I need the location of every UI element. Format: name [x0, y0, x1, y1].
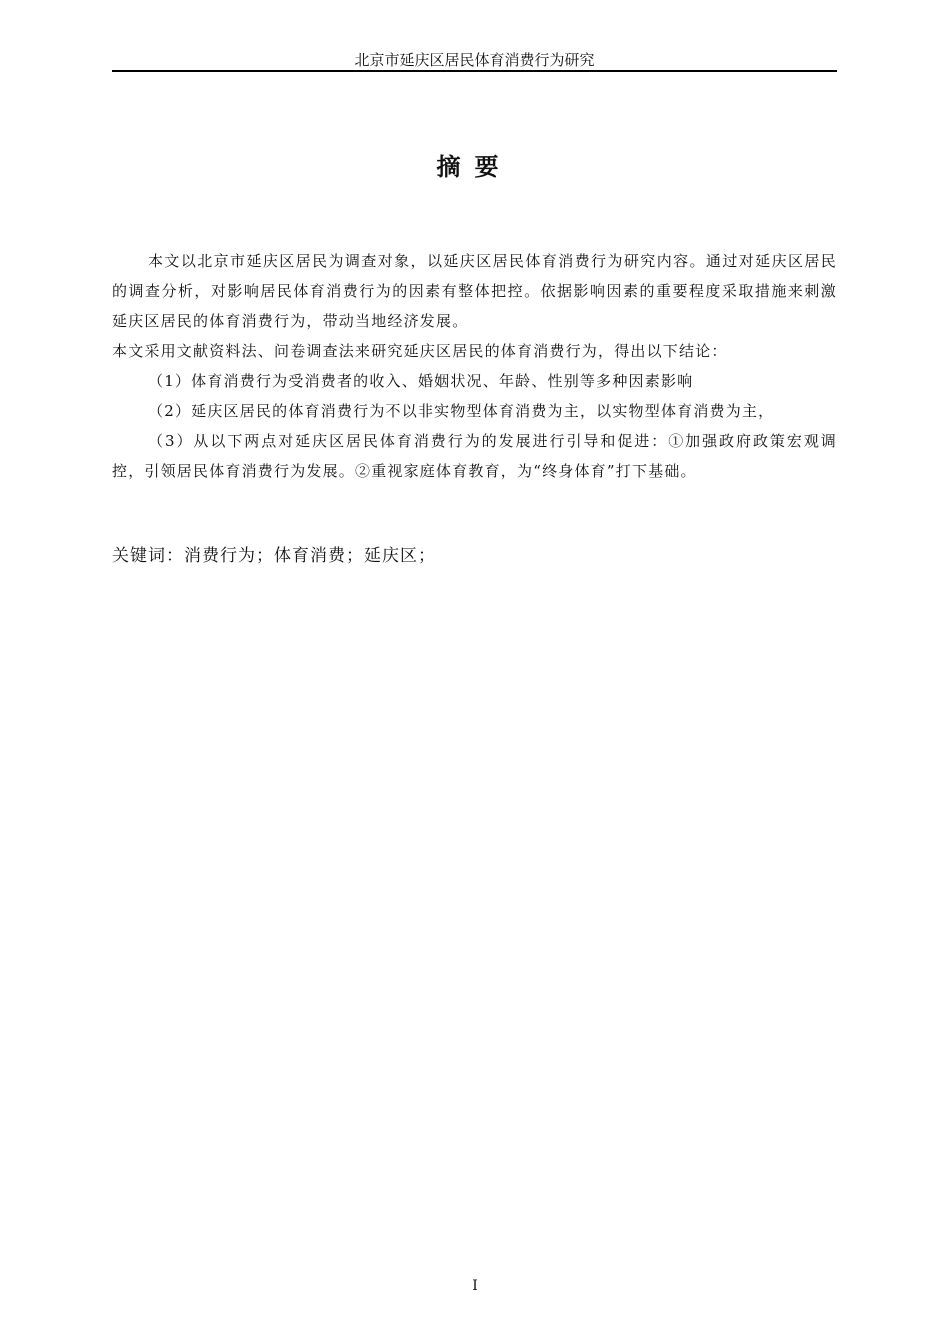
running-header: 北京市延庆区居民体育消费行为研究: [354, 51, 595, 69]
conclusion-item-2: （2）延庆区居民的体育消费行为不以非实物型体育消费为主，以实物型体育消费为主，: [148, 402, 775, 420]
keywords-line: 关键词：消费行为；体育消费；延庆区；: [112, 546, 436, 566]
abstract-paragraph-1: 本文以北京市延庆区居民为调查对象，以延庆区居民体育消费行为研究内容。通过对延庆区居民的调查分析，对影响居民体育消费行为的因素有整体把控。依据影响因素的重要程度采取措施来刺激延庆区居民的体育消费行为，带动当地经济发展。: [112, 252, 837, 330]
header-rule: [112, 70, 837, 72]
abstract-title: 摘要: [436, 153, 513, 181]
abstract-paragraph-2: 本文采用文献资料法、问卷调查法来研究延庆区居民的体育消费行为，得出以下结论：: [112, 342, 728, 360]
page-number: I: [472, 1278, 478, 1294]
conclusion-item-3: （3）从以下两点对延庆区居民体育消费行为的发展进行引导和促进：①加强政府政策宏观调控，引领居民体育消费行为发展。②重视家庭体育教育，为“终身体育”打下基础。: [112, 432, 837, 480]
conclusion-item-1: （1）体育消费行为受消费者的收入、婚姻状况、年龄、性别等多种因素影响: [148, 372, 694, 390]
abstract-body: [112, 246, 837, 486]
